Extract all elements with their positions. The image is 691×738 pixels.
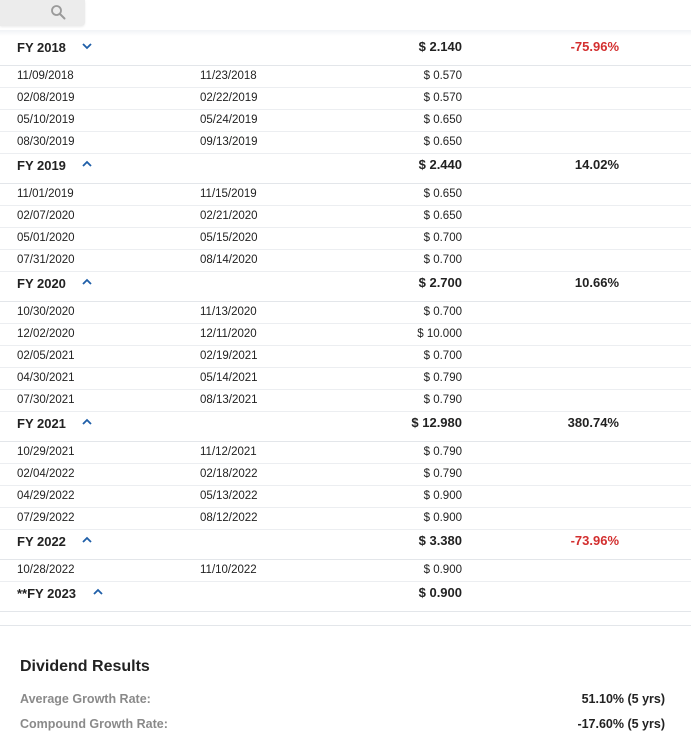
ex-date: 10/30/2020 bbox=[17, 306, 75, 318]
dividend-row bbox=[0, 250, 691, 272]
results-title: Dividend Results bbox=[20, 658, 150, 675]
average-growth-value: 51.10% (5 yrs) bbox=[581, 692, 665, 706]
compound-growth-label: Compound Growth Rate: bbox=[20, 717, 168, 731]
dividend-row bbox=[0, 442, 691, 464]
chevron-up-icon[interactable] bbox=[81, 277, 93, 287]
dividend-row bbox=[0, 346, 691, 368]
pay-date: 05/13/2022 bbox=[200, 490, 258, 502]
dividend-amount: $ 0.900 bbox=[423, 564, 462, 576]
pay-date: 09/13/2019 bbox=[200, 136, 258, 148]
ex-date: 02/08/2019 bbox=[17, 92, 75, 104]
pay-date: 02/21/2020 bbox=[200, 210, 258, 222]
dividend-row bbox=[0, 464, 691, 486]
dividend-row bbox=[0, 88, 691, 110]
search-bar[interactable] bbox=[0, 0, 85, 26]
fiscal-year-label: FY 2019 bbox=[17, 158, 66, 173]
dividend-amount: $ 10.000 bbox=[417, 328, 462, 340]
fiscal-year-total: $ 2.440 bbox=[418, 157, 462, 172]
dividend-amount: $ 0.790 bbox=[423, 372, 462, 384]
pay-date: 12/11/2020 bbox=[200, 328, 257, 340]
fiscal-year-row[interactable] bbox=[0, 582, 691, 612]
fiscal-year-total: $ 2.140 bbox=[418, 39, 462, 54]
fiscal-year-total: $ 2.700 bbox=[418, 275, 462, 290]
dividend-amount: $ 0.650 bbox=[423, 210, 462, 222]
ex-date: 07/29/2022 bbox=[17, 512, 75, 524]
fiscal-year-label: FY 2022 bbox=[17, 534, 66, 549]
pay-date: 02/22/2019 bbox=[200, 92, 258, 104]
fiscal-year-total: $ 12.980 bbox=[411, 415, 462, 430]
average-growth-row bbox=[0, 692, 691, 712]
chevron-up-icon[interactable] bbox=[81, 535, 93, 545]
dividend-amount: $ 0.700 bbox=[423, 350, 462, 362]
ex-date: 04/29/2022 bbox=[17, 490, 75, 502]
chevron-down-icon[interactable] bbox=[81, 41, 93, 51]
ex-date: 02/07/2020 bbox=[17, 210, 75, 222]
dividend-amount: $ 0.790 bbox=[423, 394, 462, 406]
compound-growth-row bbox=[0, 717, 691, 737]
average-growth-label: Average Growth Rate: bbox=[20, 692, 151, 706]
dividend-row bbox=[0, 66, 691, 88]
dividend-row bbox=[0, 368, 691, 390]
dividend-amount: $ 0.570 bbox=[423, 70, 462, 82]
pay-date: 11/10/2022 bbox=[200, 564, 257, 576]
dividend-amount: $ 0.900 bbox=[423, 512, 462, 524]
dividend-row bbox=[0, 302, 691, 324]
dividend-amount: $ 0.790 bbox=[423, 446, 462, 458]
dividend-amount: $ 0.570 bbox=[423, 92, 462, 104]
fiscal-year-label: FY 2021 bbox=[17, 416, 66, 431]
ex-date: 10/29/2021 bbox=[17, 446, 75, 458]
dividend-row bbox=[0, 228, 691, 250]
fiscal-year-label: FY 2020 bbox=[17, 276, 66, 291]
ex-date: 11/09/2018 bbox=[17, 70, 74, 82]
fiscal-year-growth: 14.02% bbox=[574, 157, 619, 172]
pay-date: 05/24/2019 bbox=[200, 114, 258, 126]
dividend-history-table bbox=[0, 36, 691, 612]
dividend-amount: $ 0.700 bbox=[423, 254, 462, 266]
pay-date: 11/23/2018 bbox=[200, 70, 257, 82]
ex-date: 11/01/2019 bbox=[17, 188, 74, 200]
ex-date: 07/31/2020 bbox=[17, 254, 75, 266]
pay-date: 08/12/2022 bbox=[200, 512, 258, 524]
pay-date: 02/19/2021 bbox=[200, 350, 258, 362]
dividend-amount: $ 0.900 bbox=[423, 490, 462, 502]
chevron-up-icon[interactable] bbox=[92, 587, 104, 597]
pay-date: 08/13/2021 bbox=[200, 394, 258, 406]
dividend-amount: $ 0.650 bbox=[423, 188, 462, 200]
fiscal-year-growth: 380.74% bbox=[567, 415, 619, 430]
ex-date: 10/28/2022 bbox=[17, 564, 75, 576]
dividend-row bbox=[0, 206, 691, 228]
fiscal-year-growth: -75.96% bbox=[570, 39, 619, 54]
fiscal-year-growth: -73.96% bbox=[570, 533, 619, 548]
ex-date: 05/01/2020 bbox=[17, 232, 75, 244]
pay-date: 11/12/2021 bbox=[200, 446, 257, 458]
pay-date: 02/18/2022 bbox=[200, 468, 258, 480]
ex-date: 02/05/2021 bbox=[17, 350, 75, 362]
dividend-amount: $ 0.650 bbox=[423, 136, 462, 148]
ex-date: 07/30/2021 bbox=[17, 394, 75, 406]
dividend-row bbox=[0, 324, 691, 346]
dividend-amount: $ 0.650 bbox=[423, 114, 462, 126]
dividend-row bbox=[0, 132, 691, 154]
fiscal-year-row[interactable] bbox=[0, 36, 691, 66]
ex-date: 02/04/2022 bbox=[17, 468, 75, 480]
dividend-row bbox=[0, 486, 691, 508]
dividend-row bbox=[0, 508, 691, 530]
pay-date: 05/14/2021 bbox=[200, 372, 258, 384]
fiscal-year-label: FY 2018 bbox=[17, 40, 66, 55]
pay-date: 05/15/2020 bbox=[200, 232, 258, 244]
fiscal-year-total: $ 3.380 bbox=[418, 533, 462, 548]
dividend-row bbox=[0, 184, 691, 206]
dividend-row bbox=[0, 390, 691, 412]
search-icon[interactable] bbox=[50, 4, 66, 20]
fiscal-year-row[interactable] bbox=[0, 530, 691, 560]
dividend-row bbox=[0, 560, 691, 582]
compound-growth-value: -17.60% (5 yrs) bbox=[577, 717, 665, 731]
dividend-amount: $ 0.700 bbox=[423, 306, 462, 318]
dividend-row bbox=[0, 110, 691, 132]
pay-date: 08/14/2020 bbox=[200, 254, 258, 266]
chevron-up-icon[interactable] bbox=[81, 417, 93, 427]
fiscal-year-total: $ 0.900 bbox=[418, 585, 462, 600]
chevron-up-icon[interactable] bbox=[81, 159, 93, 169]
ex-date: 08/30/2019 bbox=[17, 136, 75, 148]
ex-date: 04/30/2021 bbox=[17, 372, 75, 384]
dividend-amount: $ 0.790 bbox=[423, 468, 462, 480]
pay-date: 11/15/2019 bbox=[200, 188, 257, 200]
fiscal-year-row[interactable] bbox=[0, 272, 691, 302]
fiscal-year-row[interactable] bbox=[0, 154, 691, 184]
dividend-results bbox=[0, 625, 691, 731]
ex-date: 05/10/2019 bbox=[17, 114, 75, 126]
pay-date: 11/13/2020 bbox=[200, 306, 257, 318]
fiscal-year-label: **FY 2023 bbox=[17, 586, 77, 601]
dividend-amount: $ 0.700 bbox=[423, 232, 462, 244]
fiscal-year-growth: 10.66% bbox=[574, 275, 619, 290]
ex-date: 12/02/2020 bbox=[17, 328, 75, 340]
fiscal-year-row[interactable] bbox=[0, 412, 691, 442]
